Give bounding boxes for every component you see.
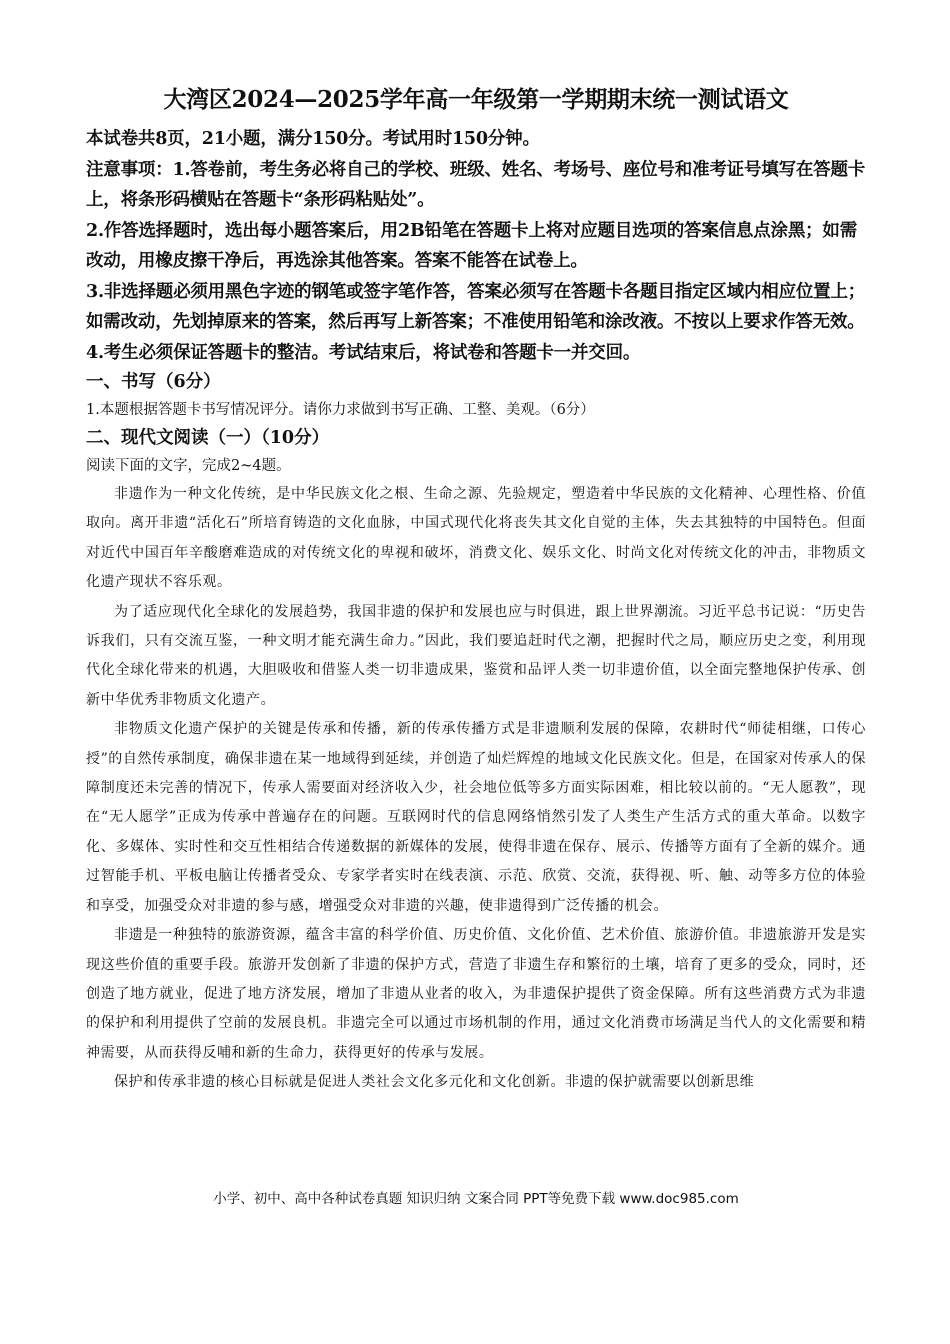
page-footer: 小学、初中、高中各种试卷真题 知识归纳 文案合同 PPT等免费下载 www.doc985.com [213, 1191, 739, 1207]
exam-title: 大湾区2024—2025学年高一年级第一学期期末统一测试语文 [163, 86, 789, 113]
section-heading-reading: 二、现代文阅读（一）（10分） [86, 428, 330, 448]
exam-intro: 本试卷共8页，21小题，满分150分。考试用时150分钟。 [86, 129, 540, 149]
note-item: 3.非选择题必须用黑色字迹的钢笔或签字笔作答，答案必须写在答题卡各题目指定区域内相应位置上；如需改动，先划掉原来的答案，然后再写上新答案；不准使用铅笔和涂改液。不按以上要求作答无效。 [86, 281, 866, 332]
passage-paragraph: 非遗是一种独特的旅游资源，蕴含丰富的科学价值、历史价值、文化价值、艺术价值、旅游价值。非遗旅游开发是实现这些价值的重要手段。旅游开发创新了非遗的保护方式，营造了非遗生存和繁衍的土壤，培育了更多的受众，同时，还创造了地方就业，促进了地方济发展，增加了非遗从业者的收入，为非遗保护提供了资金保障。所有这些消费方式为非遗的保护和利用提供了空前的发展良机。非遗完全可以通过市场机制的作用，通过文化消费市场满足当代人的文化需要和精神需要，从而获得反哺和新的生命力，获得更好的传承与发展。 [86, 927, 866, 1061]
reading-instruction: 阅读下面的文字，完成2~4题。 [86, 458, 291, 474]
reading-passage [86, 480, 866, 1098]
passage-paragraph: 保护和传承非遗的核心目标就是促进人类社会文化多元化和文化创新。非遗的保护就需要以创新思维 [114, 1074, 755, 1091]
passage-paragraph: 为了适应现代化全球化的发展趋势，我国非遗的保护和发展也应与时俱进，跟上世界潮流。习近平总书记说：“历史告诉我们，只有交流互鉴，一种文明才能充满生命力。”因此，我们要追赶时代之潮，把握时代之局，顺应历史之变，利用现代化全球化带来的机遇，大胆吸收和借鉴人类一切非遗成果，鉴赏和品评人类一切非遗价值，以全面完整地保护传承、创新中华优秀非物质文化遗产。 [86, 603, 866, 708]
section-heading-writing: 一、书写（6分） [86, 372, 221, 392]
passage-paragraph: 非物质文化遗产保护的关键是传承和传播，新的传承传播方式是非遗顺利发展的保障，农耕时代“师徒相继，口传心授”的自然传承制度，确保非遗在某一地域得到延续，并创造了灿烂辉煌的地域文化民族文化。但是，在国家对传承人的保障制度还未完善的情况下，传承人需要面对经济收入少，社会地位低等多方面实际困难，相比较以前的。“无人愿教”，现在“无人愿学”正成为传承中普遍存在的问题。互联网时代的信息网络悄然引发了人类生产生活方式的重大革命。以数字化、多媒体、实时性和交互性相结合传递数据的新媒体的发展，使得非遗在保存、展示、传播等方面有了全新的媒介。通过智能手机、平板电脑让传播者受众、专家学者实时在线表演、示范、欣赏、交流，获得视、听、触、动等多方位的体验和享受，加强受众对非遗的参与感，增强受众对非遗的兴趣，使非遗得到广泛传播的机会。 [86, 721, 866, 914]
exam-page [86, 80, 866, 1098]
note-item: 2.作答选择题时，选出每小题答案后，用2B铅笔在答题卡上将对应题目选项的答案信息点涂黑；如需改动，用橡皮擦干净后，再选涂其他答案。答案不能答在试卷上。 [86, 220, 858, 271]
note-item: 4.考生必须保证答题卡的整洁。考试结束后，将试卷和答题卡一并交回。 [86, 342, 641, 363]
note-item: 注意事项：1.答卷前，考生务必将自己的学校、班级、姓名、考场号、座位号和准考证号填写在答题卡上，将条形码横贴在答题卡“条形码粘贴处”。 [86, 159, 866, 210]
question-1: 1.本题根据答题卡书写情况评分。请你力求做到书写正确、工整、美观。（6分） [86, 402, 595, 418]
passage-paragraph: 非遗作为一种文化传统，是中华民族文化之根、生命之源、先验规定，塑造着中华民族的文化精神、心理性格、价值取向。离开非遗“活化石”所培育铸造的文化血脉，中国式现代化将丧失其文化自觉的主体，失去其独特的中国特色。但面对近代中国百年辛酸磨难造成的对传统文化的卑视和破坏，消费文化、娱乐文化、时尚文化对传统文化的冲击，非物质文化遗产现状不容乐观。 [86, 486, 866, 591]
exam-notes [86, 155, 866, 369]
